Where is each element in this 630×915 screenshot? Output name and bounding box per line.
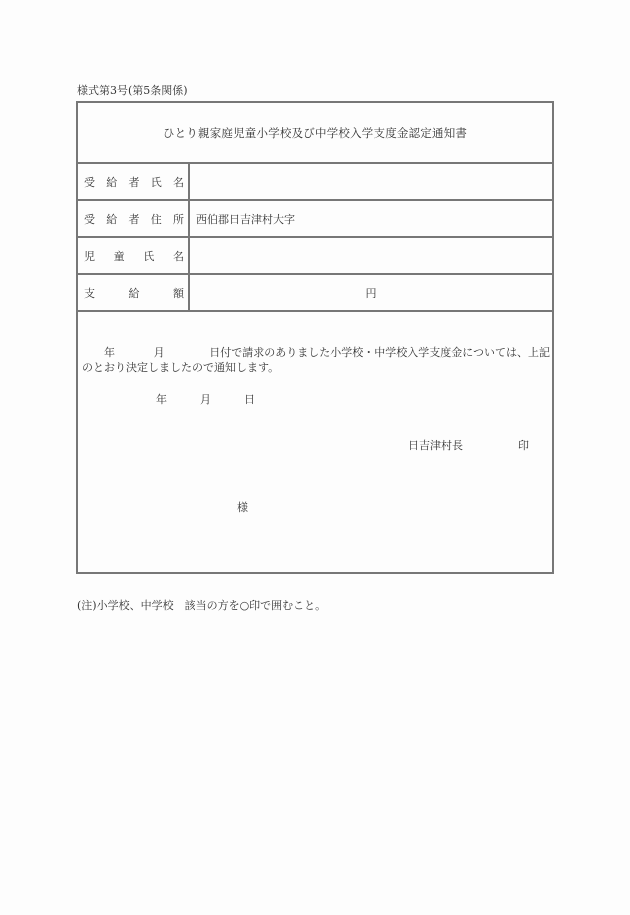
- notice-body-line1: [82, 345, 550, 360]
- document-title: ひとり親家庭児童小学校及び中学校入学支度金認定通知書: [162, 125, 468, 140]
- label-char: 給: [128, 286, 140, 300]
- label-child-name: [84, 238, 184, 273]
- footnote: (注)小学校、中学校 該当の方を○印で囲むこと。: [77, 599, 327, 612]
- addressee-honorific: 様: [237, 501, 248, 514]
- form-number-label: 様式第3号(第5条関係): [77, 84, 188, 97]
- label-payment-amount: [84, 275, 184, 310]
- notice-body-line2: のとおり決定しましたので通知します。: [82, 361, 280, 374]
- request-day-text: 日付で請求のありました小学校・中学校入学支度金については、上記: [209, 346, 550, 359]
- label-char: 者: [128, 175, 140, 189]
- label-char: 住: [150, 212, 162, 226]
- label-char: 者: [128, 212, 140, 226]
- label-char: 氏: [143, 249, 155, 263]
- label-recipient-name: [84, 164, 184, 199]
- child-name-field[interactable]: [196, 238, 546, 273]
- label-char: 童: [113, 249, 125, 263]
- issuer-mayor-seal: 日吉津村長 印: [408, 439, 529, 452]
- request-year-label: 年: [82, 346, 115, 359]
- recipient-address-field[interactable]: 西伯郡日吉津村大字: [196, 212, 295, 226]
- notice-body: [82, 345, 550, 375]
- label-char: 支: [84, 286, 95, 300]
- label-char: 名: [172, 249, 184, 263]
- divider: [78, 310, 552, 312]
- payment-amount-field[interactable]: 円: [365, 286, 377, 300]
- label-char: 受: [84, 212, 95, 226]
- issue-date: 年 月 日: [156, 393, 255, 406]
- label-char: 名: [173, 175, 184, 189]
- request-month-label: 月: [153, 346, 165, 359]
- label-char: 所: [173, 212, 184, 226]
- label-char: 児: [84, 249, 95, 263]
- notice-form-frame: [76, 101, 554, 574]
- label-recipient-address: [84, 201, 184, 236]
- label-char: 受: [84, 175, 95, 189]
- label-char: 氏: [150, 175, 162, 189]
- label-char: 給: [106, 212, 118, 226]
- label-char: 額: [173, 286, 184, 300]
- label-char: 給: [106, 175, 118, 189]
- recipient-name-field[interactable]: [196, 164, 546, 199]
